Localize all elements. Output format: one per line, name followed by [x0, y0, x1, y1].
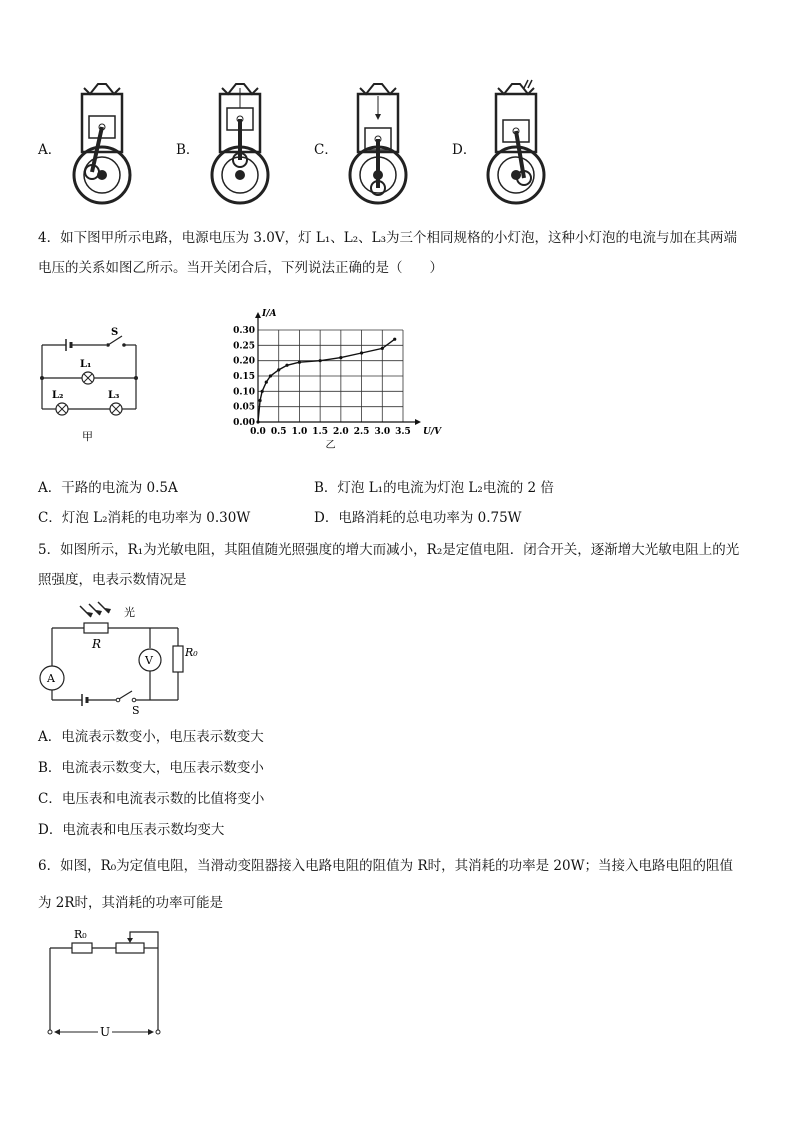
- y-tick-label: 0.20: [233, 356, 255, 367]
- data-point: [261, 390, 264, 393]
- light-label: 光: [124, 606, 135, 619]
- x-tick-label: 2.5: [353, 427, 370, 437]
- engine-figure-d: [476, 80, 556, 200]
- q4-stem-line2: 电压的关系如图乙所示。当开关闭合后，下列说法正确的是（ ）: [38, 260, 443, 276]
- q5-option-b: B．电流表示数变大，电压表示数变小: [38, 760, 264, 776]
- switch-label: S: [132, 704, 140, 717]
- q5-stem-line1: 5．如图所示，R₁为光敏电阻，其阻值随光照强度的增大而减小，R₂是定值电阻．闭合开关，逐渐增大光敏电阻上的光: [38, 542, 740, 558]
- x-tick-label: 3.0: [374, 427, 391, 437]
- data-point: [265, 381, 268, 384]
- y-tick-label: 0.00: [233, 418, 255, 428]
- data-point: [393, 338, 396, 341]
- q6-stem-line1: 6．如图，R₀为定值电阻，当滑动变阻器接入电路电阻的阻值为 R时，其消耗的功率是 20W；当接入电路电阻的阻值: [38, 858, 733, 874]
- q5-stem-line2: 照强度，电表示数情况是: [38, 572, 187, 588]
- y-tick-label: 0.15: [233, 372, 255, 382]
- data-point: [381, 347, 384, 350]
- y-tick-label: 0.25: [233, 341, 255, 352]
- x-tick-label: 0.0: [250, 427, 266, 437]
- switch-s-label: S: [111, 327, 119, 338]
- ammeter-label: A: [47, 672, 55, 685]
- engine-figure-c: [338, 80, 418, 200]
- data-point: [277, 368, 280, 371]
- lamp-l3-label: L₃: [108, 390, 120, 401]
- data-point: [285, 364, 288, 367]
- q6-stem-line2: 为 2R时，其消耗的功率可能是: [38, 895, 224, 911]
- q3-option-d-label: D．: [452, 142, 477, 158]
- x-tick-label: 3.5: [395, 427, 411, 437]
- q4-option-c: C．灯泡 L₂消耗的电功率为 0.30W: [38, 510, 251, 526]
- x-axis-arrow: [415, 419, 421, 425]
- q5-circuit-diagram: [36, 598, 196, 718]
- data-point: [256, 420, 259, 423]
- engine-figure-a: [62, 80, 142, 200]
- fig-yi-caption: 乙: [325, 440, 336, 451]
- lamp-l2-label: L₂: [52, 390, 64, 401]
- x-tick-label: 1.0: [291, 427, 308, 437]
- x-tick-label: 0.5: [270, 427, 287, 437]
- y-tick-label: 0.05: [233, 402, 255, 413]
- data-point: [298, 361, 301, 364]
- q4-option-a: A．干路的电流为 0.5A: [38, 480, 178, 496]
- y-axis-arrow: [255, 312, 261, 318]
- q4-option-b: B．灯泡 L₁的电流为灯泡 L₂电流的 2 倍: [314, 480, 554, 496]
- fig-jia-caption: 甲: [82, 430, 93, 443]
- y-tick-label: 0.10: [233, 387, 255, 398]
- q4-option-d: D．电路消耗的总电功率为 0.75W: [314, 510, 522, 526]
- x-axis-label: U/V: [423, 427, 442, 437]
- r0-label: R₀: [74, 928, 87, 941]
- lamp-l1-label: L₁: [80, 359, 92, 370]
- q3-option-a-label: A．: [38, 142, 62, 158]
- q4-stem-line1: 4．如下图甲所示电路，电源电压为 3.0V，灯 L₁、L₂、L₃为三个相同规格的小灯泡，这种小灯泡的电流与加在其两端: [38, 230, 738, 246]
- q6-circuit-diagram: [44, 922, 164, 1042]
- data-point: [339, 356, 342, 359]
- data-point: [360, 351, 363, 354]
- q3-option-b-label: B．: [176, 142, 200, 158]
- voltage-u-label: U: [100, 1025, 111, 1039]
- x-tick-label: 1.5: [312, 427, 328, 437]
- iv-curve-chart: [225, 295, 455, 455]
- data-point: [258, 399, 261, 402]
- y-tick-label: 0.30: [233, 326, 255, 336]
- q5-option-c: C．电压表和电流表示数的比值将变小: [38, 791, 265, 807]
- y-axis-label: I/A: [262, 309, 277, 319]
- q3-option-c-label: C．: [314, 142, 338, 158]
- x-tick-label: 2.0: [333, 427, 349, 437]
- q5-option-d: D．电流表和电压表示数均变大: [38, 822, 225, 838]
- q5-option-a: A．电流表示数变小，电压表示数变大: [38, 729, 264, 745]
- r0-label: R₀: [185, 646, 198, 659]
- data-point: [319, 359, 322, 362]
- data-point: [269, 374, 272, 377]
- q4-circuit-diagram: [38, 325, 148, 445]
- engine-figure-b: [200, 80, 280, 200]
- r-label: R: [92, 637, 102, 651]
- voltmeter-label: V: [145, 654, 153, 667]
